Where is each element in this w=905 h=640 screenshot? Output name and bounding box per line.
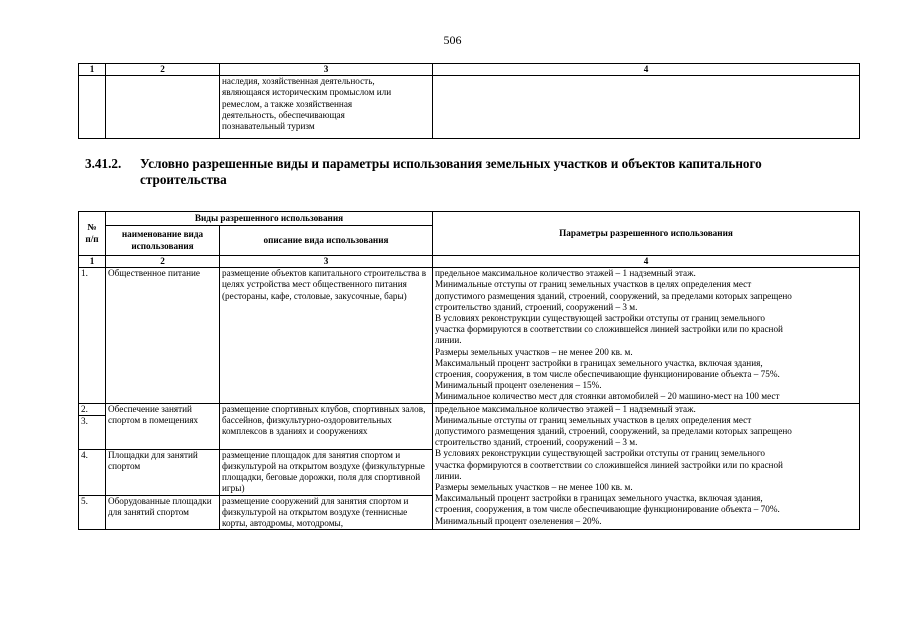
row2-desc: размещение спортивных клубов, спортивных залов, бассейнов, физкультурно-оздоровительных комплексов в зданиях и сооружениях: [220, 403, 433, 449]
cont-cell-1: [79, 76, 106, 139]
page-number: 506: [443, 33, 462, 47]
section-heading: [85, 156, 865, 188]
row4-name: Площадки для занятий спортом: [106, 449, 220, 495]
header-types-group: Виды разрешенного использования: [106, 212, 433, 226]
header-name-col: наименование вида использования: [106, 226, 220, 256]
cont-cell-2: [106, 76, 220, 139]
col-number-4: 4: [433, 256, 860, 268]
row4-desc: размещение площадок для занятия спортом и физкультурой на открытом воздухе (физкультурные площадки, беговые дорожки, поля для спортивной игры): [220, 449, 433, 495]
cont-cell-4: [433, 76, 860, 139]
header-desc-col: описание вида использования: [220, 226, 433, 256]
row2-name: Обеспечение занятий спортом в помещениях: [106, 403, 220, 449]
col-number-2: 2: [106, 64, 220, 76]
row3-num: 3.: [79, 415, 106, 449]
col-number-1: 1: [79, 256, 106, 268]
row1-params: предельное максимальное количество этажей – 1 надземный этаж. Минимальные отступы от границ земельных участков в целях определения мест допустимого размещения зданий, строений, сооружений, за пределами которых запрещено строительство зданий, строений, сооружений – 3 м. В условиях реконструкции существующей застройки отступы от границ земельного участка формируются в соответствии со сложившейся линией застройки или по красной линии. Размеры земельных участков – не менее 200 кв. м. Максимальный процент застройки в границах земельного участка, включая здания, строения, сооружения, в том числе обеспечивающие функционирование объекта – 75%. Минимальный процент озеленения – 15%. Минимальное количество мест для стоянки автомобилей – 20 машино-мест на 100 мест: [433, 268, 860, 403]
cont-cell-3: наследия, хозяйственная деятельность, являющаяся историческим промыслом или ремеслом, а также хозяйственная деятельность, обеспечивающая познавательный туризм: [220, 76, 433, 139]
header-num: № п/п: [79, 212, 106, 256]
row5-name: Оборудованные площадки для занятий спортом: [106, 495, 220, 530]
shared-params: предельное максимальное количество этажей – 1 надземный этаж. Минимальные отступы от границ земельных участков в целях определения мест допустимого размещения зданий, строений, сооружений, за пределами которых запрещено строительство зданий, строений, сооружений – 3 м. В условиях реконструкции существующей застройки отступы от границ земельного участка формируются в соответствии со сложившейся линией застройки или по красной линии. Размеры земельных участков – не менее 100 кв. м. Максимальный процент застройки в границах земельного участка, включая здания, строения, сооружения, в том числе обеспечивающие функционирование объекта – 70%. Минимальный процент озеленения – 20%.: [433, 403, 860, 530]
row2-num: 2.: [79, 403, 106, 415]
row1-name: Общественное питание: [106, 268, 220, 403]
table-row: [79, 268, 860, 403]
section-title-line2: строительства: [140, 172, 227, 187]
col-number-4: 4: [433, 64, 860, 76]
row5-num: 5.: [79, 495, 106, 530]
table-row: [79, 403, 860, 415]
col-number-2: 2: [106, 256, 220, 268]
row4-num: 4.: [79, 449, 106, 495]
section-number: 3.41.2.: [85, 156, 122, 171]
col-number-3: 3: [220, 64, 433, 76]
row5-desc: размещение сооружений для занятия спортом и физкультурой на открытом воздухе (теннисные корты, автодромы, мотодромы,: [220, 495, 433, 530]
continuation-table: [78, 63, 860, 139]
section-title-line1: Условно разрешенные виды и параметры использования земельных участков и объектов капитального: [140, 156, 762, 171]
land-use-table: [78, 211, 860, 530]
row1-desc: размещение объектов капитального строительства в целях устройства мест общественного питания (рестораны, кафе, столовые, закусочные, бары): [220, 268, 433, 403]
header-params: Параметры разрешенного использования: [433, 212, 860, 256]
col-number-3: 3: [220, 256, 433, 268]
col-number-1: 1: [79, 64, 106, 76]
row1-num: 1.: [79, 268, 106, 403]
